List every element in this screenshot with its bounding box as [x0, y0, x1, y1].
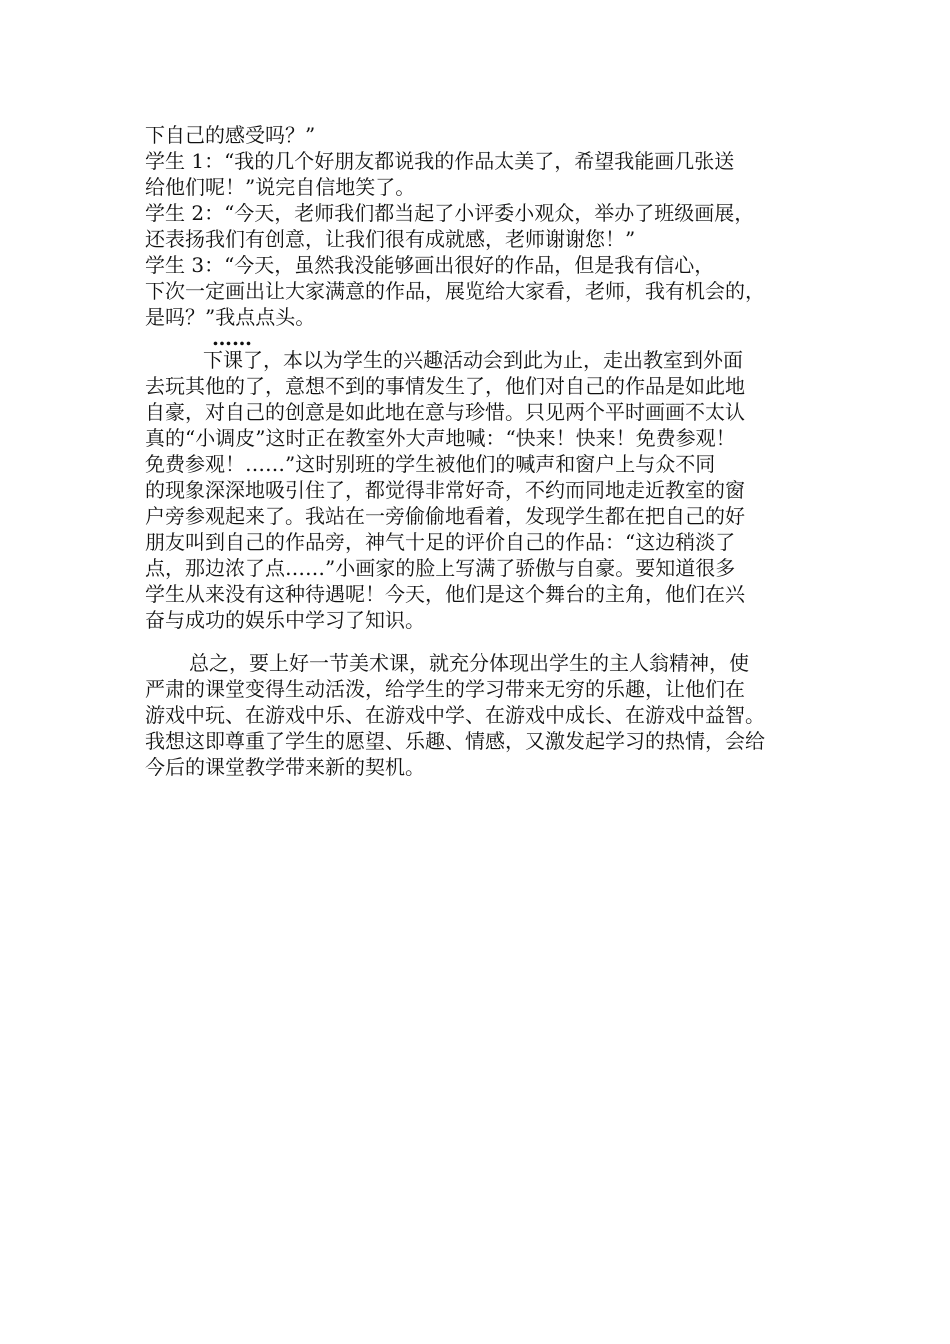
- paragraph-line: 学生从来没有这种待遇呢！今天，他们是这个舞台的主角，他们在兴: [145, 582, 745, 606]
- dialogue-line: 学生 2：“今天，老师我们都当起了小评委小观众，举办了班级画展，: [145, 201, 755, 225]
- paragraph-line: 自豪，对自己的创意是如此地在意与珍惜。只见两个平时画画不太认: [145, 400, 745, 424]
- paragraph-line: 户旁参观起来了。我站在一旁偷偷地看着，发现学生都在把自己的好: [145, 504, 745, 528]
- dialogue-line: 下自己的感受吗？”: [145, 123, 316, 147]
- dialogue-line: 还表扬我们有创意，让我们很有成就感，老师谢谢您！”: [145, 227, 636, 251]
- dialogue-line: 学生 1：“我的几个好朋友都说我的作品太美了，希望我能画几张送: [145, 149, 735, 173]
- paragraph-after-class: [145, 347, 825, 633]
- dialogue-line: 给他们呢！”说完自信地笑了。: [145, 175, 416, 199]
- paragraph-line: 总之，要上好一节美术课，就充分体现出学生的主人翁精神，使: [189, 651, 749, 675]
- dialogue-block: [145, 122, 825, 330]
- paragraph-line: 真的“小调皮”这时正在教室外大声地喊：“快来！快来！免费参观！: [145, 426, 736, 450]
- paragraph-line: 奋与成功的娱乐中学习了知识。: [145, 608, 425, 632]
- dialogue-line: 下次一定画出让大家满意的作品，展览给大家看，老师，我有机会的，: [145, 279, 765, 303]
- dialogue-line: 是吗？”我点点头。: [145, 305, 316, 329]
- paragraph-line: 点，那边浓了点……”小画家的脸上写满了骄傲与自豪。要知道很多: [145, 556, 736, 580]
- paragraph-conclusion: [145, 650, 825, 780]
- ellipsis-text: ……: [212, 326, 252, 350]
- paragraph-line: 游戏中玩、在游戏中乐、在游戏中学、在游戏中成长、在游戏中益智。: [145, 703, 765, 727]
- dialogue-line: 学生 3：“今天，虽然我没能够画出很好的作品，但是我有信心，: [145, 253, 715, 277]
- paragraph-line: 朋友叫到自己的作品旁，神气十足的评价自己的作品：“这边稍淡了: [145, 530, 736, 554]
- paragraph-line: 去玩其他的了，意想不到的事情发生了，他们对自己的作品是如此地: [145, 374, 745, 398]
- paragraph-line: 今后的课堂教学带来新的契机。: [145, 755, 425, 779]
- paragraph-line: 的现象深深地吸引住了，都觉得非常好奇，不约而同地走近教室的窗: [145, 478, 745, 502]
- paragraph-line: 我想这即尊重了学生的愿望、乐趣、情感，又激发起学习的热情，会给: [145, 729, 765, 753]
- paragraph-line: 下课了，本以为学生的兴趣活动会到此为止，走出教室到外面: [203, 348, 743, 372]
- paragraph-line: 严肃的课堂变得生动活泼，给学生的学习带来无穷的乐趣，让他们在: [145, 677, 745, 701]
- paragraph-line: 免费参观！……”这时别班的学生被他们的喊声和窗户上与众不同: [145, 452, 716, 476]
